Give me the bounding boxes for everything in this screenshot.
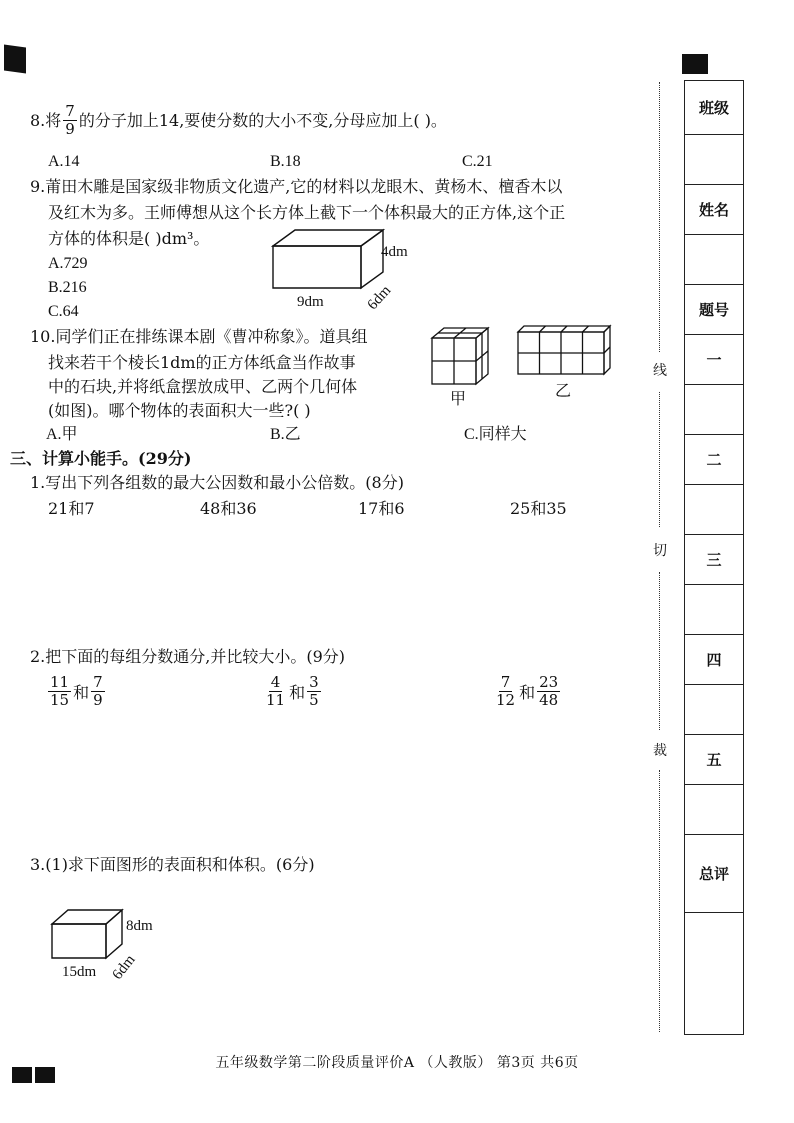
q3-2-title: 2.把下面的每组分数通分,并比较大小。(9分) — [30, 647, 346, 666]
student-info-table — [684, 80, 744, 1035]
corner-marker-top-left — [4, 44, 26, 73]
q8-fraction — [63, 103, 77, 138]
cell-score-3[interactable] — [685, 585, 743, 635]
cell-class-input[interactable] — [685, 135, 743, 185]
g2-b-den: 5 — [309, 691, 319, 709]
cell-section-2: 二 — [685, 435, 743, 485]
q9-cuboid-figure — [265, 220, 425, 315]
cell-section-3: 三 — [685, 535, 743, 585]
q3-1-title: 1.写出下列各组数的最大公因数和最小公倍数。(8分) — [30, 473, 404, 492]
cut-line-char-1: 线 — [652, 360, 668, 380]
q8-option-a: A.14 — [48, 153, 80, 170]
q10-option-c: C.同样大 — [464, 426, 527, 443]
q3-1-pair-1: 21和7 — [48, 499, 95, 518]
q10-option-a: A.甲 — [46, 426, 78, 443]
q3-3-length-label: 15dm — [62, 964, 97, 980]
cell-class-label: 班级 — [685, 81, 743, 135]
corner-marker-top-right — [682, 54, 708, 74]
q8-prefix: 8.将 — [30, 110, 62, 130]
q3-1-pair-2: 48和36 — [200, 499, 257, 518]
cell-score-4[interactable] — [685, 685, 743, 735]
cut-line-segment-2 — [659, 392, 660, 527]
cell-section-4: 四 — [685, 635, 743, 685]
g3-a-den: 12 — [496, 691, 516, 709]
q9-option-c: C.64 — [48, 303, 79, 320]
q10-line-2: 找来若干个棱长1dm的正方体纸盒当作故事 — [48, 353, 356, 372]
cell-score-5[interactable] — [685, 785, 743, 835]
g2-connector: 和 — [289, 683, 306, 702]
q10-option-b: B.乙 — [270, 426, 301, 443]
cut-line-char-2: 切 — [652, 540, 668, 560]
q10-label-yi: 乙 — [555, 381, 572, 400]
cut-line-char-3: 裁 — [652, 740, 668, 760]
g1-b-den: 9 — [93, 691, 103, 709]
q8-suffix: 的分子加上14,要使分数的大小不变,分母应加上( )。 — [78, 110, 447, 130]
q9-line-1: 9.莆田木雕是国家级非物质文化遗产,它的材料以龙眼木、黄杨木、檀香木以 — [30, 177, 563, 196]
g3-connector: 和 — [519, 683, 536, 702]
g2-a-den: 11 — [266, 691, 286, 709]
q10-label-jia: 甲 — [450, 389, 467, 408]
g1-b-num: 7 — [93, 673, 103, 691]
cell-name-label: 姓名 — [685, 185, 743, 235]
q9-width-label: 6dm — [364, 282, 395, 314]
q3-2-group-2 — [262, 674, 323, 709]
q8-option-c: C.21 — [462, 153, 493, 170]
q3-3-width-label: 6dm — [109, 952, 139, 983]
cell-name-input[interactable] — [685, 235, 743, 285]
g1-a-den: 15 — [50, 691, 70, 709]
g3-a-num: 7 — [500, 673, 511, 691]
q3-3-height-label: 8dm — [126, 918, 153, 934]
q3-2-group-1 — [46, 674, 107, 709]
g1-a-num: 11 — [50, 673, 70, 691]
q9-option-b: B.216 — [48, 279, 87, 296]
q10-line-4: (如图)。哪个物体的表面积大一些?( ) — [48, 401, 311, 420]
q3-1-pair-4: 25和35 — [510, 499, 567, 518]
q9-length-label: 9dm — [297, 294, 324, 310]
q10-figure-yi — [514, 322, 614, 378]
g2-a-num: 4 — [270, 673, 281, 691]
section-3-title: 三、计算小能手。(29分) — [10, 449, 192, 468]
q3-3-cuboid-figure — [44, 902, 174, 986]
q10-figure-jia — [428, 322, 494, 388]
q9-line-2: 及红木为多。王师傅想从这个长方体上截下一个体积最大的正方体,这个正 — [48, 203, 566, 222]
q3-1-pair-3: 17和6 — [358, 499, 405, 518]
q10-line-1: 10.同学们正在排练课本剧《曹冲称象》。道具组 — [30, 327, 368, 346]
cut-line-segment-3 — [659, 572, 660, 730]
q8-frac-den: 9 — [65, 120, 75, 138]
q3-3-title: 3.(1)求下面图形的表面积和体积。(6分) — [30, 855, 315, 874]
g1-connector: 和 — [73, 683, 90, 702]
q3-2-group-3 — [492, 674, 562, 709]
q9-line-3: 方体的体积是( )dm³。 — [48, 229, 210, 248]
g3-b-den: 48 — [539, 691, 559, 709]
cell-total-input[interactable] — [685, 913, 743, 1034]
page-footer: 五年级数学第二阶段质量评价A （人教版） 第3页 共6页 — [215, 1055, 579, 1071]
cell-total-label: 总评 — [685, 835, 743, 913]
cell-score-2[interactable] — [685, 485, 743, 535]
g2-b-num: 3 — [309, 673, 319, 691]
cut-line-segment-4 — [659, 770, 660, 1032]
q8-frac-num: 7 — [65, 102, 75, 120]
q10-line-3: 中的石块,并将纸盒摆放成甲、乙两个几何体 — [48, 377, 358, 396]
q9-option-a: A.729 — [48, 255, 88, 272]
cell-score-1[interactable] — [685, 385, 743, 435]
cell-section-1: 一 — [685, 335, 743, 385]
g3-b-num: 23 — [539, 673, 559, 691]
q9-height-label: 4dm — [381, 244, 408, 260]
question-8 — [30, 103, 447, 138]
q8-option-b: B.18 — [270, 153, 301, 170]
cell-section-5: 五 — [685, 735, 743, 785]
cut-line-segment-1 — [659, 82, 660, 352]
cell-question-no-label: 题号 — [685, 285, 743, 335]
